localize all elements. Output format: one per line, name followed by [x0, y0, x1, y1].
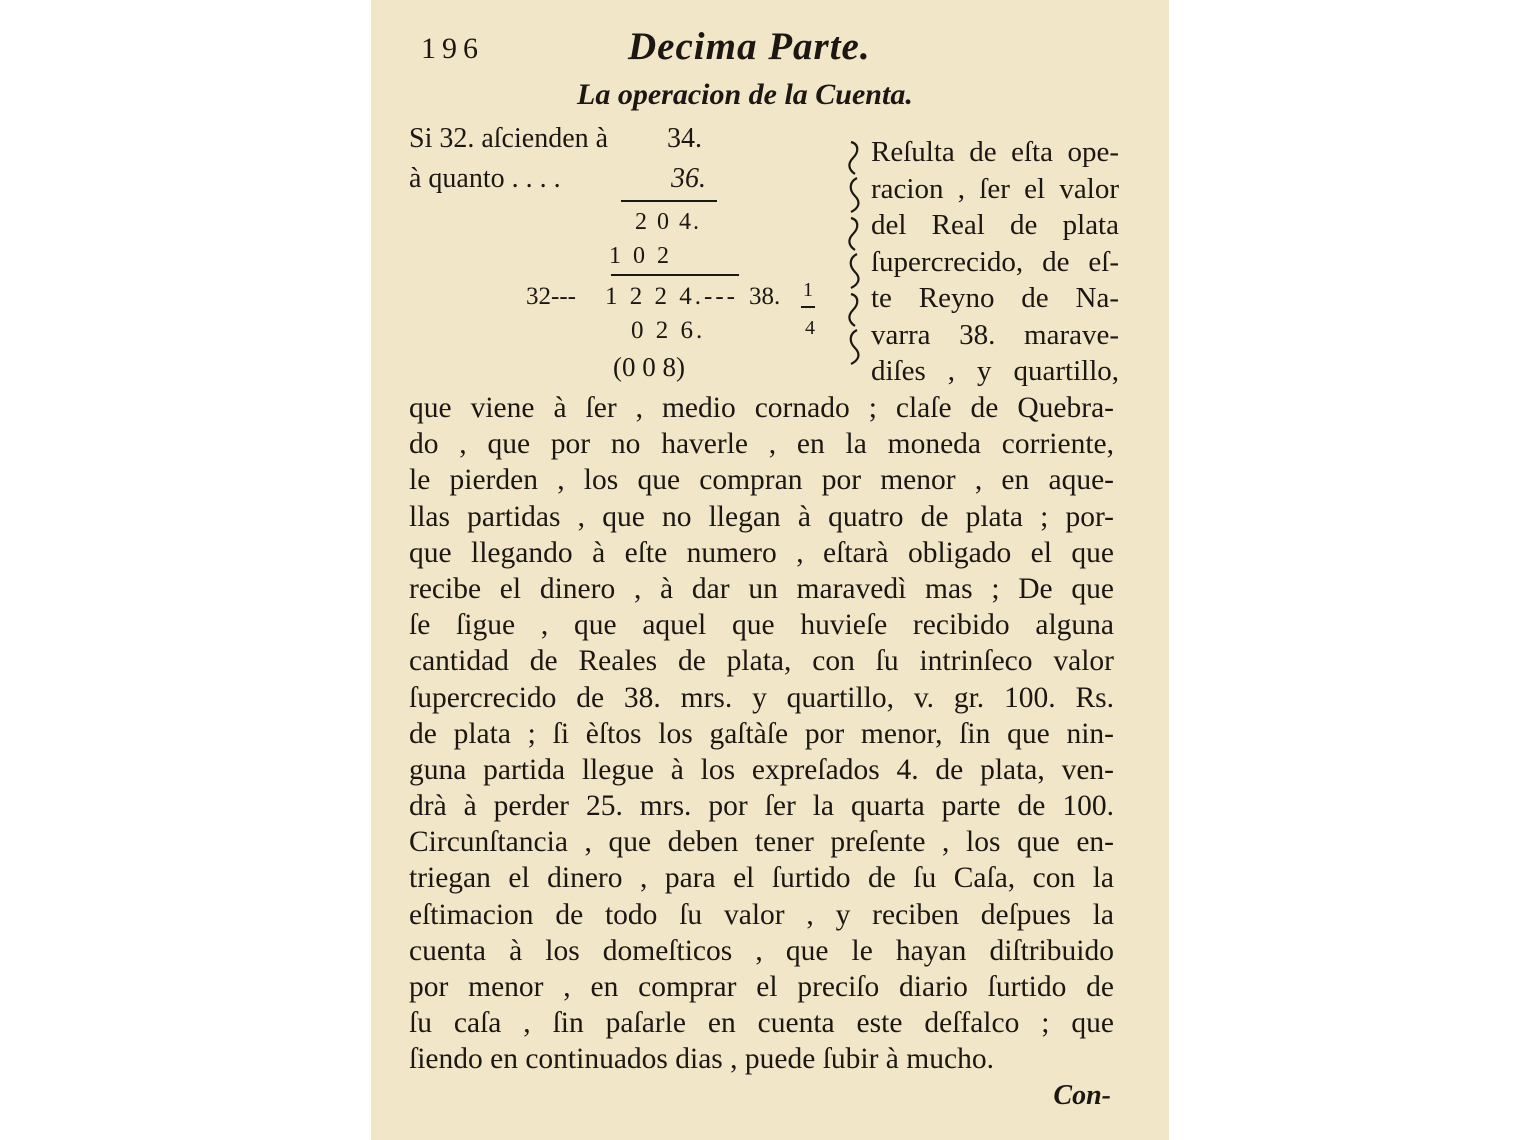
calc-fraction-numerator: 1 — [803, 279, 813, 301]
body-line: triegan el dinero , para el ſurtido de ſu Caſa, con la — [409, 862, 1114, 895]
body-line: por menor , en comprar el preciſo diario ſurtido de — [409, 971, 1114, 1003]
body-line: guna partida llegue à los expreſados 4. de plata, ven- — [409, 753, 1114, 786]
side-note-line: del Real de plata — [871, 209, 1119, 241]
calc-line1-value: 34. — [667, 123, 702, 154]
body-line: cuenta à los domeſticos , que le hayan diſtribuido — [409, 934, 1114, 967]
body-line: cantidad de Reales de plata, con ſu intrinſeco valor — [409, 645, 1114, 678]
side-note-line: racion , ſer el valor — [871, 172, 1119, 205]
section-title: La operacion de la Cuenta. — [577, 78, 913, 111]
side-note-line: varra 38. marave- — [871, 318, 1119, 351]
body-text — [409, 390, 1114, 1078]
side-note-line: diſes , y quartillo, — [871, 355, 1119, 387]
page-number: 196 — [421, 32, 484, 65]
side-note-line: Reſulta de eſta ope- — [871, 136, 1119, 168]
book-page — [371, 0, 1169, 1140]
body-line: de plata ; ſi èſtos los gaſtàſe por menor, ſin que nin- — [409, 717, 1114, 750]
calc-partial-1: 2 0 4. — [635, 209, 701, 235]
calc-rule-1 — [621, 200, 717, 202]
curly-brace-ornament — [845, 138, 865, 374]
calc-line1-label: Si 32. aſcienden à — [409, 123, 609, 154]
body-line: llas partidas , que no llegan à quatro de plata ; por- — [409, 500, 1114, 533]
body-line: ſu caſa , ſin paſarle en cuenta este deſfalco ; que — [409, 1007, 1114, 1040]
body-line: que viene à ſer , medio cornado ; claſe de Quebra- — [409, 392, 1114, 424]
side-note-line: te Reyno de Na- — [871, 282, 1119, 314]
calc-rule-2 — [611, 274, 739, 276]
body-line: do , que por no haverle , en la moneda corriente, — [409, 428, 1114, 461]
calc-line2-value: 36. — [671, 163, 706, 194]
body-line: le pierden , los que compran por menor , en aque- — [409, 464, 1114, 497]
body-line: Circunſtancia , que deben tener preſente , los que en- — [409, 826, 1114, 859]
side-note — [871, 134, 1119, 390]
calc-fraction-denominator: 4 — [805, 317, 815, 339]
body-line: ſiendo en continuados dias , puede ſubir à mucho. — [409, 1043, 994, 1076]
calc-line2-label: à quanto . . . . — [409, 163, 561, 194]
body-line: eſtimacion de todo ſu valor , y reciben deſpues la — [409, 898, 1114, 931]
calc-remainder-2: (0 0 8) — [613, 352, 685, 382]
calc-remainder-1: 0 2 6. — [631, 317, 706, 344]
calc-partial-2: 1 0 2 — [609, 243, 672, 269]
body-line: ſe ſigue , que aquel que huvieſe recibido alguna — [409, 609, 1114, 642]
calc-quotient: 38. — [749, 283, 781, 310]
body-line: drà à perder 25. mrs. por ſer la quarta parte de 100. — [409, 790, 1114, 823]
catchword: Con- — [1053, 1080, 1111, 1111]
calc-fraction-bar — [801, 306, 815, 308]
calc-dividend: 1 2 2 4.--- — [605, 283, 738, 310]
body-line: que llegando à eſte numero , eſtarà obligado el que — [409, 536, 1114, 569]
calc-divisor: 32--- — [526, 283, 576, 310]
side-note-line: ſupercrecido, de eſ- — [871, 245, 1119, 278]
body-line: ſupercrecido de 38. mrs. y quartillo, v. gr. 100. Rs. — [409, 681, 1114, 714]
body-line: recibe el dinero , à dar un maravedì mas ; De que — [409, 572, 1114, 605]
running-head: Decima Parte. — [628, 25, 871, 68]
